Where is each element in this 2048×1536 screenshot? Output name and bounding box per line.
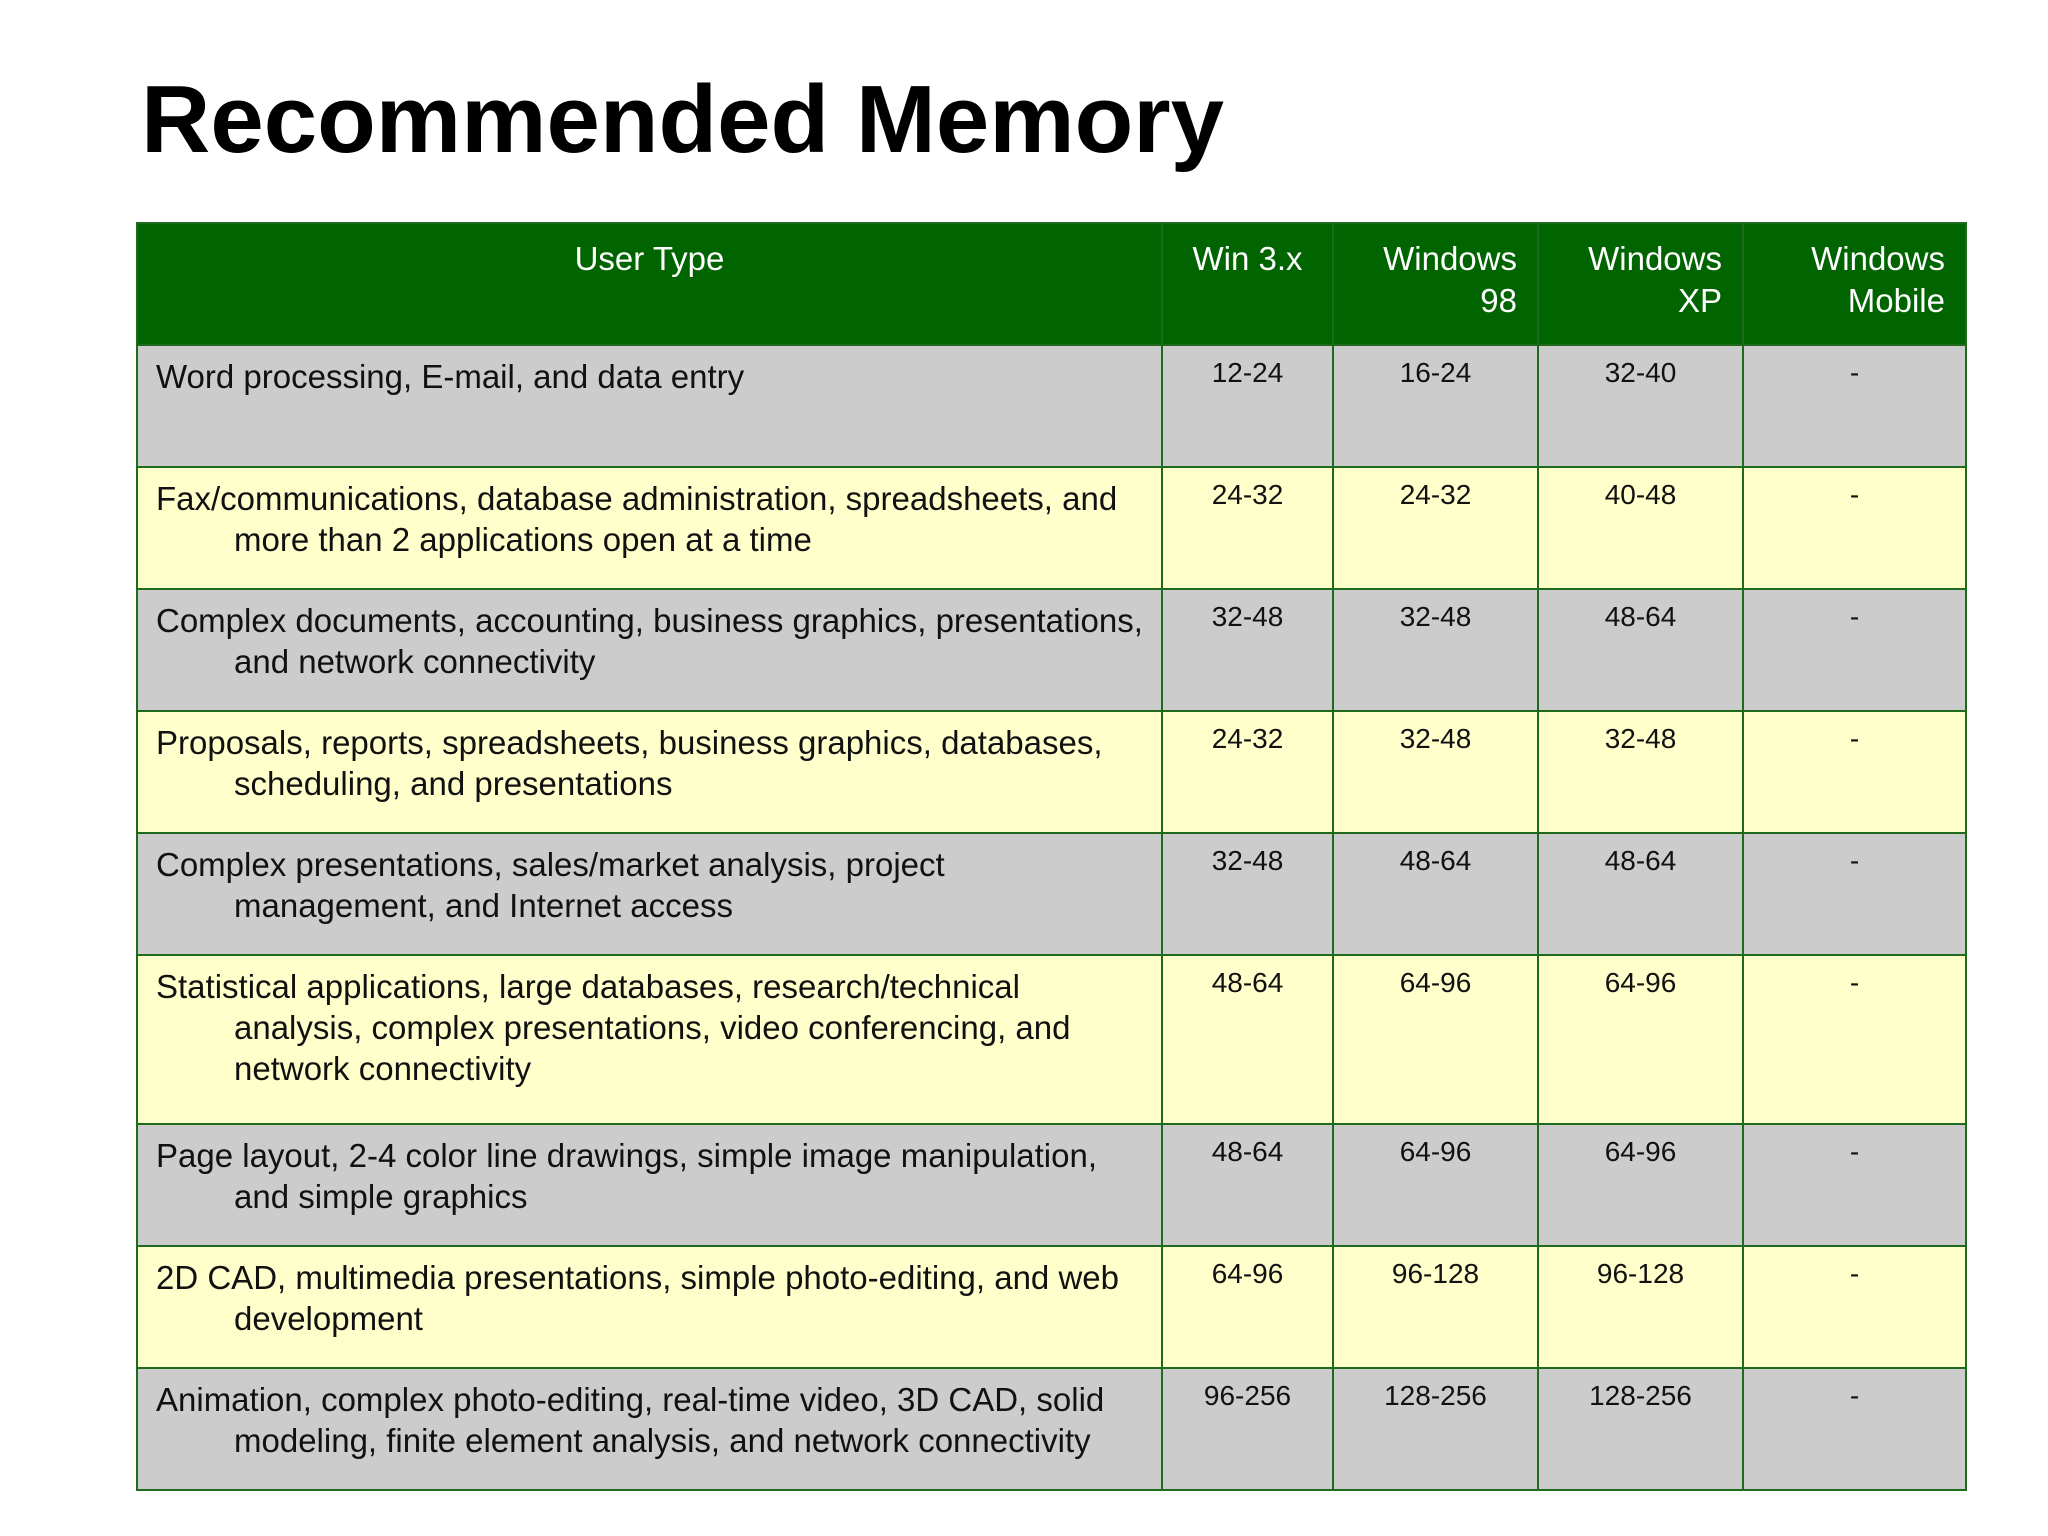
- table-row: [137, 1124, 1966, 1246]
- user-type-cell: Complex documents, accounting, business graphics, presentations, and network connectivity: [137, 589, 1162, 711]
- win3x-cell: 32-48: [1162, 833, 1333, 955]
- winxp-cell: 64-96: [1538, 1124, 1743, 1246]
- page-title: Recommended Memory: [141, 66, 1224, 173]
- header-user-type: User Type: [137, 223, 1162, 345]
- table-row: [137, 345, 1966, 467]
- header-windows-98: Windows 98: [1333, 223, 1538, 345]
- user-type-cell: Fax/communications, database administration, spreadsheets, and more than 2 applications open at a time: [137, 467, 1162, 589]
- win3x-cell: 48-64: [1162, 955, 1333, 1124]
- win3x-cell: 12-24: [1162, 345, 1333, 467]
- winmobile-cell: -: [1743, 833, 1966, 955]
- win98-cell: 32-48: [1333, 589, 1538, 711]
- user-type-cell: Animation, complex photo-editing, real-time video, 3D CAD, solid modeling, finite element analysis, and network connectivity: [137, 1368, 1162, 1490]
- table-row: [137, 467, 1966, 589]
- winmobile-cell: -: [1743, 955, 1966, 1124]
- winmobile-cell: -: [1743, 1246, 1966, 1368]
- win98-cell: 128-256: [1333, 1368, 1538, 1490]
- user-type-cell: Statistical applications, large databases, research/technical analysis, complex presentations, video conferencing, and network connectivity: [137, 955, 1162, 1124]
- winmobile-cell: -: [1743, 589, 1966, 711]
- win3x-cell: 96-256: [1162, 1368, 1333, 1490]
- winxp-cell: 96-128: [1538, 1246, 1743, 1368]
- win3x-cell: 24-32: [1162, 467, 1333, 589]
- table-header-row: [137, 223, 1966, 345]
- table-row: [137, 711, 1966, 833]
- winxp-cell: 128-256: [1538, 1368, 1743, 1490]
- winxp-cell: 48-64: [1538, 589, 1743, 711]
- table-row: [137, 589, 1966, 711]
- win98-cell: 24-32: [1333, 467, 1538, 589]
- winxp-cell: 32-48: [1538, 711, 1743, 833]
- winxp-cell: 64-96: [1538, 955, 1743, 1124]
- win98-cell: 48-64: [1333, 833, 1538, 955]
- win3x-cell: 32-48: [1162, 589, 1333, 711]
- memory-table: [136, 222, 1967, 1491]
- user-type-cell: Page layout, 2-4 color line drawings, simple image manipulation, and simple graphics: [137, 1124, 1162, 1246]
- winxp-cell: 32-40: [1538, 345, 1743, 467]
- table-row: [137, 955, 1966, 1124]
- winmobile-cell: -: [1743, 467, 1966, 589]
- win3x-cell: 64-96: [1162, 1246, 1333, 1368]
- user-type-cell: Word processing, E-mail, and data entry: [137, 345, 1162, 467]
- win98-cell: 96-128: [1333, 1246, 1538, 1368]
- user-type-cell: Complex presentations, sales/market analysis, project management, and Internet access: [137, 833, 1162, 955]
- header-win3x: Win 3.x: [1162, 223, 1333, 345]
- winmobile-cell: -: [1743, 1124, 1966, 1246]
- winxp-cell: 40-48: [1538, 467, 1743, 589]
- user-type-cell: 2D CAD, multimedia presentations, simple photo-editing, and web development: [137, 1246, 1162, 1368]
- win3x-cell: 24-32: [1162, 711, 1333, 833]
- win3x-cell: 48-64: [1162, 1124, 1333, 1246]
- winmobile-cell: -: [1743, 711, 1966, 833]
- win98-cell: 64-96: [1333, 955, 1538, 1124]
- win98-cell: 64-96: [1333, 1124, 1538, 1246]
- table-row: [137, 833, 1966, 955]
- win98-cell: 32-48: [1333, 711, 1538, 833]
- winxp-cell: 48-64: [1538, 833, 1743, 955]
- table-row: [137, 1246, 1966, 1368]
- win98-cell: 16-24: [1333, 345, 1538, 467]
- header-windows-xp: Windows XP: [1538, 223, 1743, 345]
- user-type-cell: Proposals, reports, spreadsheets, business graphics, databases, scheduling, and presentations: [137, 711, 1162, 833]
- header-windows-mobile: Windows Mobile: [1743, 223, 1966, 345]
- winmobile-cell: -: [1743, 345, 1966, 467]
- table-row: [137, 1368, 1966, 1490]
- winmobile-cell: -: [1743, 1368, 1966, 1490]
